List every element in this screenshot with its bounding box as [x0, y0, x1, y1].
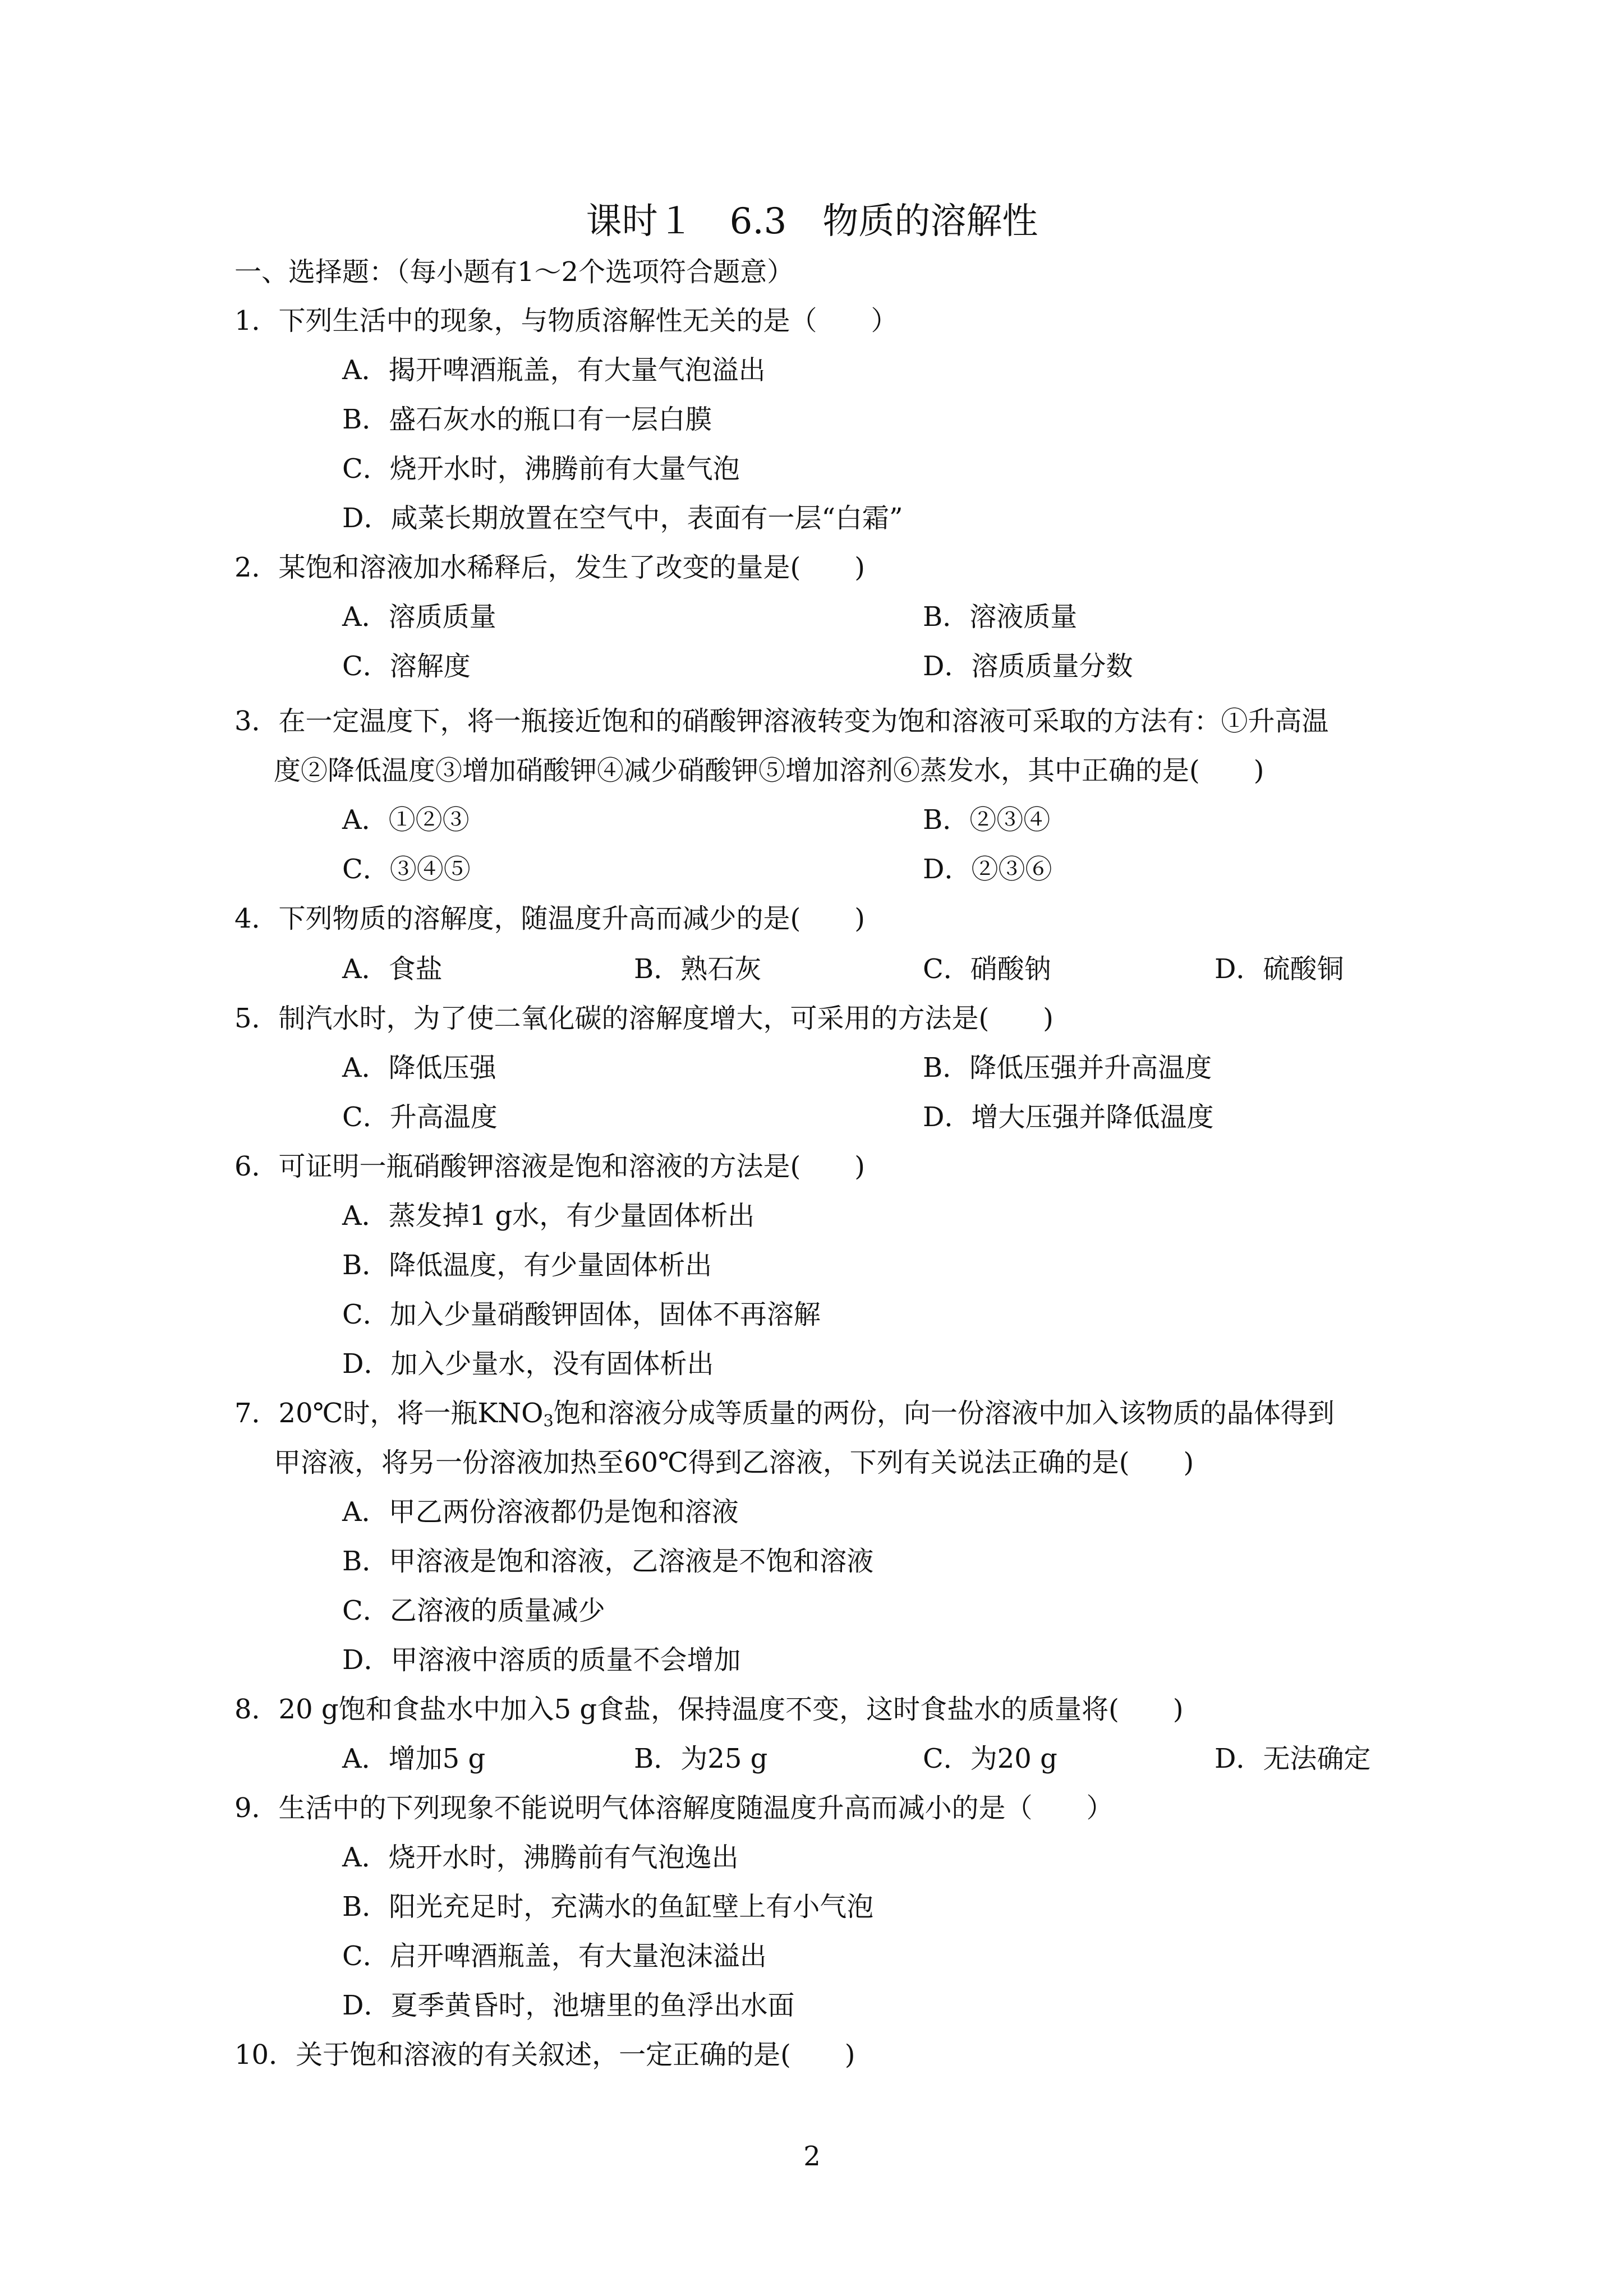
question-9-option-b: B．阳光充足时，充满水的鱼缸壁上有小气泡 — [342, 1891, 874, 1922]
question-6-option-c: C．加入少量硝酸钾固体，固体不再溶解 — [342, 1299, 821, 1330]
question-10-stem: 10．关于饱和溶液的有关叙述，一定正确的是( ) — [234, 2039, 855, 2071]
question-1-option-d: D．咸菜长期放置在空气中，表面有一层“白霜” — [342, 502, 903, 534]
question-1-option-c: C．烧开水时，沸腾前有大量气泡 — [342, 453, 740, 485]
question-7-stem-line-1 — [234, 1396, 1335, 1430]
question-2-option-a: A．溶质质量 — [342, 601, 496, 633]
question-2-option-b: B．溶液质量 — [923, 601, 1078, 633]
section-heading: 一、选择题：（每小题有1～2个选项符合题意） — [234, 256, 794, 288]
question-8-option-b: B．为25 g — [634, 1743, 768, 1774]
question-6-option-b: B．降低温度，有少量固体析出 — [342, 1250, 712, 1281]
question-6-stem: 6．可证明一瓶硝酸钾溶液是饱和溶液的方法是( ) — [234, 1151, 865, 1182]
question-7-stem-line-2: 甲溶液，将另一份溶液加热至60℃得到乙溶液，下列有关说法正确的是( ) — [274, 1447, 1194, 1478]
question-7-stem-post: 饱和溶液分成等质量的两份，向一份溶液中加入该物质的晶体得到 — [553, 1398, 1335, 1429]
question-9-option-d: D．夏季黄昏时，池塘里的鱼浮出水面 — [342, 1990, 795, 2021]
question-1-option-b: B．盛石灰水的瓶口有一层白膜 — [342, 404, 712, 435]
question-4-option-c: C．硝酸钠 — [923, 953, 1051, 985]
question-2-option-d: D．溶质质量分数 — [923, 651, 1133, 682]
question-3-option-d: D．②③⑥ — [923, 854, 1052, 885]
question-1-stem: 1．下列生活中的现象，与物质溶解性无关的是（ ） — [234, 305, 898, 336]
question-9-stem: 9．生活中的下列现象不能说明气体溶解度随温度升高而减小的是（ ） — [234, 1792, 1114, 1824]
question-9-option-c: C．启开啤酒瓶盖，有大量泡沫溢出 — [342, 1940, 767, 1972]
question-4-option-b: B．熟石灰 — [634, 953, 762, 985]
question-1-option-a: A．揭开啤酒瓶盖，有大量气泡溢出 — [342, 354, 766, 386]
question-5-stem: 5．制汽水时，为了使二氧化碳的溶解度增大，可采用的方法是( ) — [234, 1003, 1053, 1034]
question-2-option-c: C．溶解度 — [342, 651, 471, 682]
question-3-option-a: A．①②③ — [342, 804, 470, 836]
question-5-option-a: A．降低压强 — [342, 1052, 496, 1084]
question-7-stem-pre: 7．20℃时，将一瓶KNO — [234, 1398, 544, 1429]
question-4-option-a: A．食盐 — [342, 953, 443, 985]
page-number: 2 — [803, 2141, 821, 2172]
question-7-option-a: A．甲乙两份溶液都仍是饱和溶液 — [342, 1496, 739, 1528]
question-4-option-d: D．硫酸铜 — [1214, 953, 1344, 985]
question-5-option-b: B．降低压强并升高温度 — [923, 1052, 1212, 1084]
page-title: 课时１ 6.3 物质的溶解性 — [586, 201, 1038, 242]
question-4-stem: 4．下列物质的溶解度，随温度升高而减少的是( ) — [234, 903, 865, 934]
question-3-option-c: C．③④⑤ — [342, 854, 471, 885]
question-9-option-a: A．烧开水时，沸腾前有气泡逸出 — [342, 1842, 739, 1873]
question-3-stem-line-2: 度②降低温度③增加硝酸钾④减少硝酸钾⑤增加溶剂⑥蒸发水，其中正确的是( ) — [274, 755, 1264, 786]
question-8-option-c: C．为20 g — [923, 1743, 1057, 1774]
question-2-stem: 2．某饱和溶液加水稀释后，发生了改变的量是( ) — [234, 552, 865, 583]
question-6-option-a: A．蒸发掉1 g水，有少量固体析出 — [342, 1200, 755, 1232]
question-5-option-c: C．升高温度 — [342, 1101, 498, 1133]
question-8-option-a: A．增加5 g — [342, 1743, 486, 1774]
question-7-option-d: D．甲溶液中溶质的质量不会增加 — [342, 1644, 741, 1676]
question-6-option-d: D．加入少量水，没有固体析出 — [342, 1348, 714, 1380]
question-5-option-d: D．增大压强并降低温度 — [923, 1101, 1214, 1133]
question-3-stem-line-1: 3．在一定温度下，将一瓶接近饱和的硝酸钾溶液转变为饱和溶液可采取的方法有：①升高温 — [234, 706, 1329, 737]
question-7-option-c: C．乙溶液的质量减少 — [342, 1595, 605, 1626]
question-3-option-b: B．②③④ — [923, 804, 1051, 836]
question-8-option-d: D．无法确定 — [1214, 1743, 1371, 1774]
question-7-option-b: B．甲溶液是饱和溶液，乙溶液是不饱和溶液 — [342, 1546, 874, 1577]
question-7-subscript: 3 — [543, 1411, 554, 1431]
question-8-stem: 8．20 g饱和食盐水中加入5 g食盐，保持温度不变，这时食盐水的质量将( ) — [234, 1694, 1184, 1725]
